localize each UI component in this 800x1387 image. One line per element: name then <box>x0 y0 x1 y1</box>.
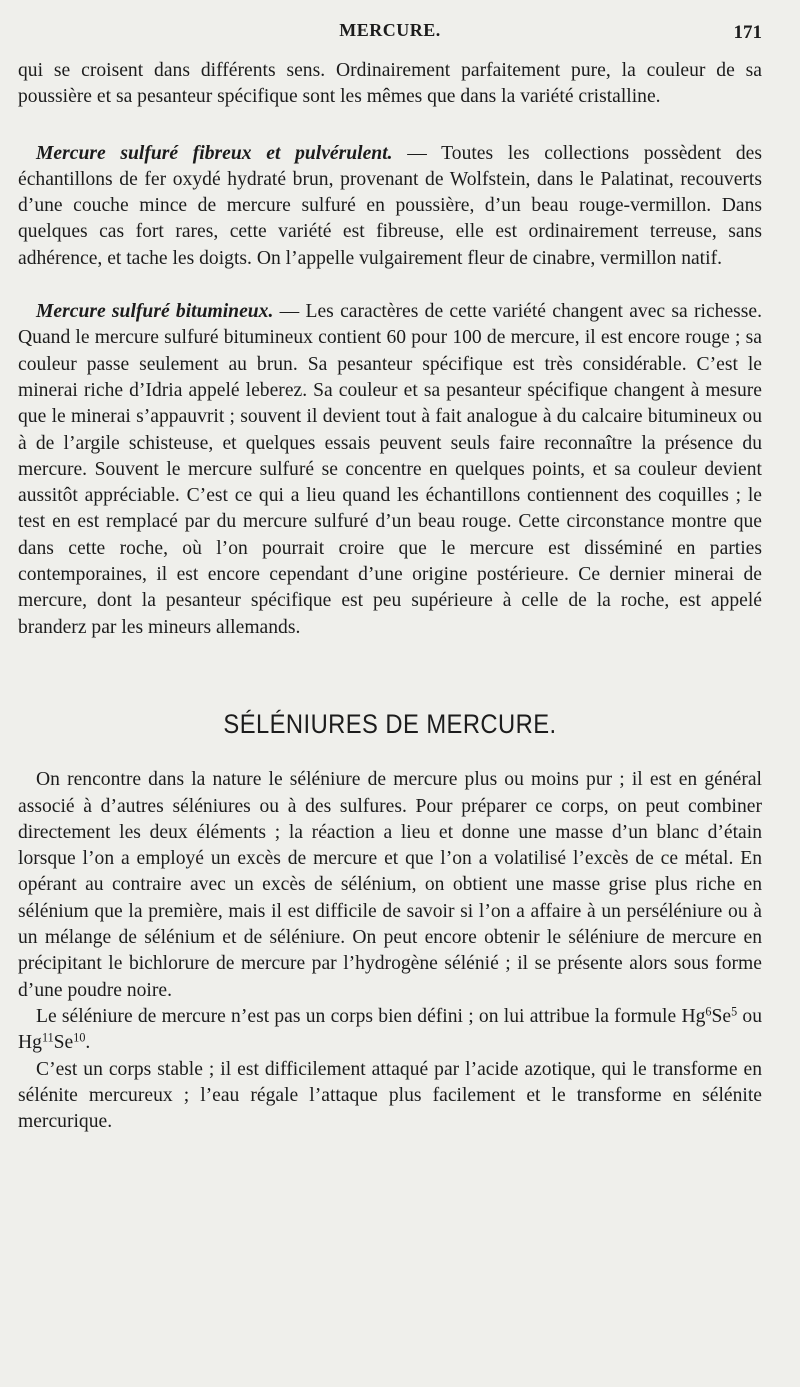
paragraph-text: On rencontre dans la nature le séléniure de mercure plus ou moins pur ; il est en général associé à d’autres séléniures ou à des sulfures. Pour préparer ce corps, on peut combiner directement les deux éléments ; la réaction a lieu et donne une masse d’un blanc d’étain lorsque l’on a employé un excès de mercure et que l’on a volatilisé l’excès de ce métal. En opérant au contraire avec un excès de sélénium, on obtient une masse grise plus riche en sélénium que la première, mais il est difficile de savoir si l’on a affaire à un perséléniure ou à un mélange de sélénium et de séléniure. On peut encore obtenir le séléniure de mercure en précipitant le bichlorure de mercure par l’hydrogène sélénié ; il se présente alors sous forme d’une poudre noire. <box>18 769 762 1001</box>
term-mercure-fibreux: Mercure sulfuré fibreux et pulvérulent. <box>36 142 393 164</box>
paragraph-seleniure-1 <box>18 767 762 1004</box>
paragraph-text: qui se croisent dans différents sens. Ordinairement parfaitement pure, la couleur de sa poussière et sa pesanteur spécifique sont les mêmes que dans la variété cristalline. <box>18 60 762 108</box>
formula-1 <box>681 1006 737 1027</box>
formula-conjunction: ou <box>737 1005 762 1027</box>
formula-index: 10 <box>73 1030 86 1045</box>
paragraph-text: — Toutes les collections possèdent des échantillons de fer oxydé hydraté brun, provenant de Wolfstein, dans le Palatinat, recouverts d’une couche mince de mercure sulfuré en poussière, d’un beau rouge-vermillon. Dans quelques cas fort rares, cette variété est fibreuse, elle est ordinairement terreuse, sans adhérence, et tache les doigts. On l’appelle vulgairement fleur de cinabre, vermillon natif. <box>18 142 762 269</box>
paragraph-text: Le séléniure de mercure n’est pas un corps bien défini ; on lui attribue la formule <box>36 1005 682 1027</box>
formula-index: 6 <box>705 1004 712 1019</box>
paragraph-seleniure-3 <box>18 1057 762 1136</box>
paragraph-continuation <box>18 58 762 111</box>
formula-element: Hg <box>18 1032 42 1054</box>
formula-index: 11 <box>41 1030 54 1045</box>
paragraph-text: — Les caractères de cette variété changent avec sa richesse. Quand le mercure sulfuré bitumineux contient 60 pour 100 de mercure, il est encore rouge ; sa couleur passe seulement au brun. Sa pesanteur spécifique est très considérable. C’est le minerai riche d’Idria appelé leberez. Sa couleur et sa pesanteur spécifique changent à mesure que le minerai s’appauvrit ; souvent il devient tout à fait analogue à du calcaire bitumineux ou à de l’argile schisteuse, et quelques essais peuvent seuls faire reconnaître la présence du mercure. Souvent le mercure sulfuré se concentre en quelques points, et sa couleur devient aussitôt appréciable. C’est ce qui a lieu quand les échantillons contiennent des coquilles ; le test en est remplacé par du mercure sulfuré d’un beau rouge. Cette circonstance montre que dans cette roche, où l’on pourrait croire que le mercure est disséminé en parties contemporaines, il est encore cependant d’une origine postérieure. Ce dernier minerai de mercure, dont la pesanteur spécifique est peu supérieure à celle de la roche, est appelé branderz par les mineurs allemands. <box>18 301 762 638</box>
running-head <box>18 20 762 50</box>
paragraph-mercure-bitumineux <box>18 299 762 641</box>
running-title: MERCURE. <box>339 20 441 40</box>
section-heading: SÉLÉNIURES DE MERCURE. <box>223 708 557 739</box>
formula-index: 5 <box>731 1004 738 1019</box>
term-mercure-bitumineux: Mercure sulfuré bitumineux. <box>36 301 274 323</box>
sentence-end: . <box>85 1032 91 1054</box>
page-number: 171 <box>733 22 762 43</box>
paragraph-mercure-fibreux <box>18 141 762 272</box>
formula-element: Hg <box>681 1005 706 1027</box>
formula-element: Se <box>53 1032 74 1054</box>
paragraph-seleniure-2 <box>18 1004 762 1057</box>
page-body <box>18 58 762 1135</box>
formula-2 <box>18 1032 85 1053</box>
formula-element: Se <box>711 1005 732 1027</box>
paragraph-text: C’est un corps stable ; il est difficilement attaqué par l’acide azotique, qui le transforme en sélénite mercureux ; l’eau régale l’attaque plus facilement et le transforme en sélénite mercurique. <box>18 1058 762 1133</box>
